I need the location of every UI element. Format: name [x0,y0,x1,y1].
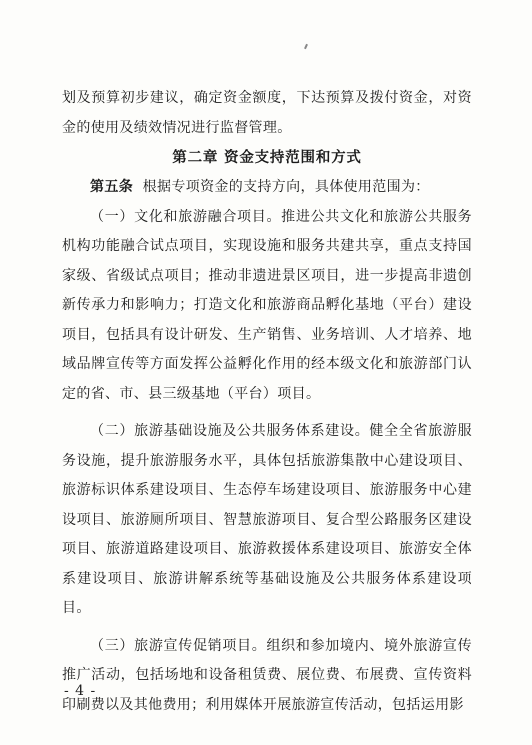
scan-mark [304,44,308,49]
article-5-text: 根据专项资金的支持方向，具体使用范围为： [133,179,430,195]
page-number: - 4 - [64,683,97,699]
item-2-paragraph: （二）旅游基础设施及公共服务体系建设。健全全省旅游服务设施，提升旅游服务水平，具体包括旅游集散中心建设项目、旅游标识体系建设项目、生态停车场建设项目、旅游服务中心建设项目、旅游厕所项目、智慧旅游项目、复合型公路服务区建设项目、旅游道路建设项目、旅游救援体系建设项目、旅游安全体系建设项目、旅游讲解系统等基础设施及公共服务体系建设项目。 [62,423,472,616]
document-body [62,84,472,720]
chapter-heading: 第二章 资金支持范围和方式 [172,150,362,166]
paragraph-gap [62,624,472,632]
paragraph-gap [62,409,472,417]
article-5-label: 第五条 [90,179,134,195]
item-1-paragraph: （一）文化和旅游融合项目。推进公共文化和旅游公共服务机构功能融合试点项目，实现设施和服务共建共享，重点支持国家级、省级试点项目；推动非遗进景区项目，进一步提高非遗创新传承力和影响力；打造文化和旅游商品孵化基地（平台）建设项目，包括具有设计研发、生产销售、业务培训、人才培养、地域品牌宣传等方面发挥公益孵化作用的经本级文化和旅游部门认定的省、市、县三级基地（平台）项目。 [62,208,472,402]
item-3-paragraph: （三）旅游宣传促销项目。组织和参加境内、境外旅游宣传推广活动，包括场地和设备租赁费、展位费、布展费、宣传资料印刷费以及其他费用；利用媒体开展旅游宣传活动，包括运用影 [62,637,472,713]
intro-paragraph: 划及预算初步建议，确定资金额度，下达预算及拨付资金，对资金的使用及绩效情况进行监督管理。 [62,90,472,136]
article-5-paragraph [62,173,472,203]
